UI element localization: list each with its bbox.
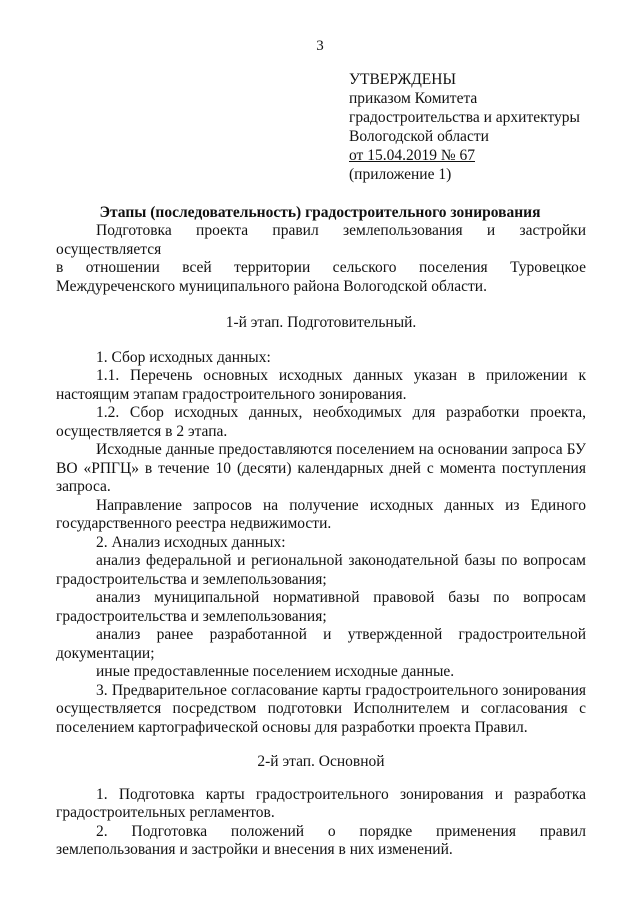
paragraph: анализ муниципальной нормативной правовой базы по вопросам: [96, 589, 586, 606]
paragraph: осуществляется в 2 этапа.: [56, 422, 228, 440]
paragraph: настоящим этапам градостроительного зонирования.: [56, 385, 407, 403]
document-title: Этапы (последовательность) градостроительного зонирования: [99, 204, 541, 221]
approval-line: УТВЕРЖДЕНЫ: [349, 71, 456, 88]
paragraph: иные предоставленные поселением исходные данные.: [96, 663, 455, 680]
paragraph: Исходные данные предоставляются поселением на основании запроса БУ: [96, 441, 586, 458]
paragraph: ВО «РПГЦ» в течение 10 (десяти) календарных дней с момента поступления: [56, 459, 586, 477]
paragraph: Направление запросов на получение исходных данных из Единого: [96, 496, 586, 514]
document-body: [56, 222, 586, 860]
approval-line: Вологодской области: [349, 128, 489, 145]
paragraph: 1.1. Перечень основных исходных данных указан в приложении к: [96, 367, 586, 384]
stage2-heading: 2-й этап. Основной: [257, 753, 385, 770]
paragraph: анализ федеральной и региональной законодательной базы по вопросам: [96, 552, 586, 569]
paragraph: анализ ранее разработанной и утвержденной градостроительной: [96, 626, 586, 643]
paragraph: градостроительных регламентов.: [56, 804, 275, 821]
approval-line: градостроительства и архитектуры: [349, 109, 580, 126]
paragraph: землепользования и застройки и внесения в них изменений.: [56, 841, 453, 858]
approval-order-date: от 15.04.2019 № 67: [349, 147, 475, 164]
stage1-heading: 1-й этап. Подготовительный.: [225, 314, 417, 331]
paragraph: 2. Подготовка положений о порядке применения правил: [96, 822, 586, 840]
approval-line: (приложение 1): [349, 166, 452, 183]
intro-line: Междуреченского муниципального района Вологодской области.: [56, 277, 487, 295]
paragraph: осуществляется посредством подготовки Исполнителем и согласования с: [56, 700, 586, 717]
paragraph: 1.2. Сбор исходных данных, необходимых для разработки проекта,: [96, 404, 586, 421]
page-number: 3: [316, 38, 324, 54]
paragraph: градостроительства и землепользования;: [56, 607, 327, 625]
paragraph: поселением картографической основы для разработки проекта Правил.: [56, 718, 528, 736]
approval-line: приказом Комитета: [349, 90, 478, 107]
paragraph: градостроительства и землепользования;: [56, 570, 327, 588]
approval-block: [349, 70, 629, 184]
paragraph: запроса.: [56, 478, 111, 495]
paragraph: 3. Предварительное согласование карты градостроительного зонирования: [96, 681, 586, 699]
intro-line: Подготовка проекта правил землепользования и застройки осуществляется: [56, 222, 586, 258]
paragraph: государственного реестра недвижимости.: [56, 515, 332, 532]
paragraph: 1. Сбор исходных данных:: [96, 348, 271, 366]
paragraph: документации;: [56, 644, 155, 662]
paragraph: 2. Анализ исходных данных:: [96, 533, 286, 551]
intro-line: в отношении всей территории сельского поселения Туровецкое: [56, 259, 586, 276]
paragraph: 1. Подготовка карты градостроительного зонирования и разработка: [96, 785, 586, 803]
